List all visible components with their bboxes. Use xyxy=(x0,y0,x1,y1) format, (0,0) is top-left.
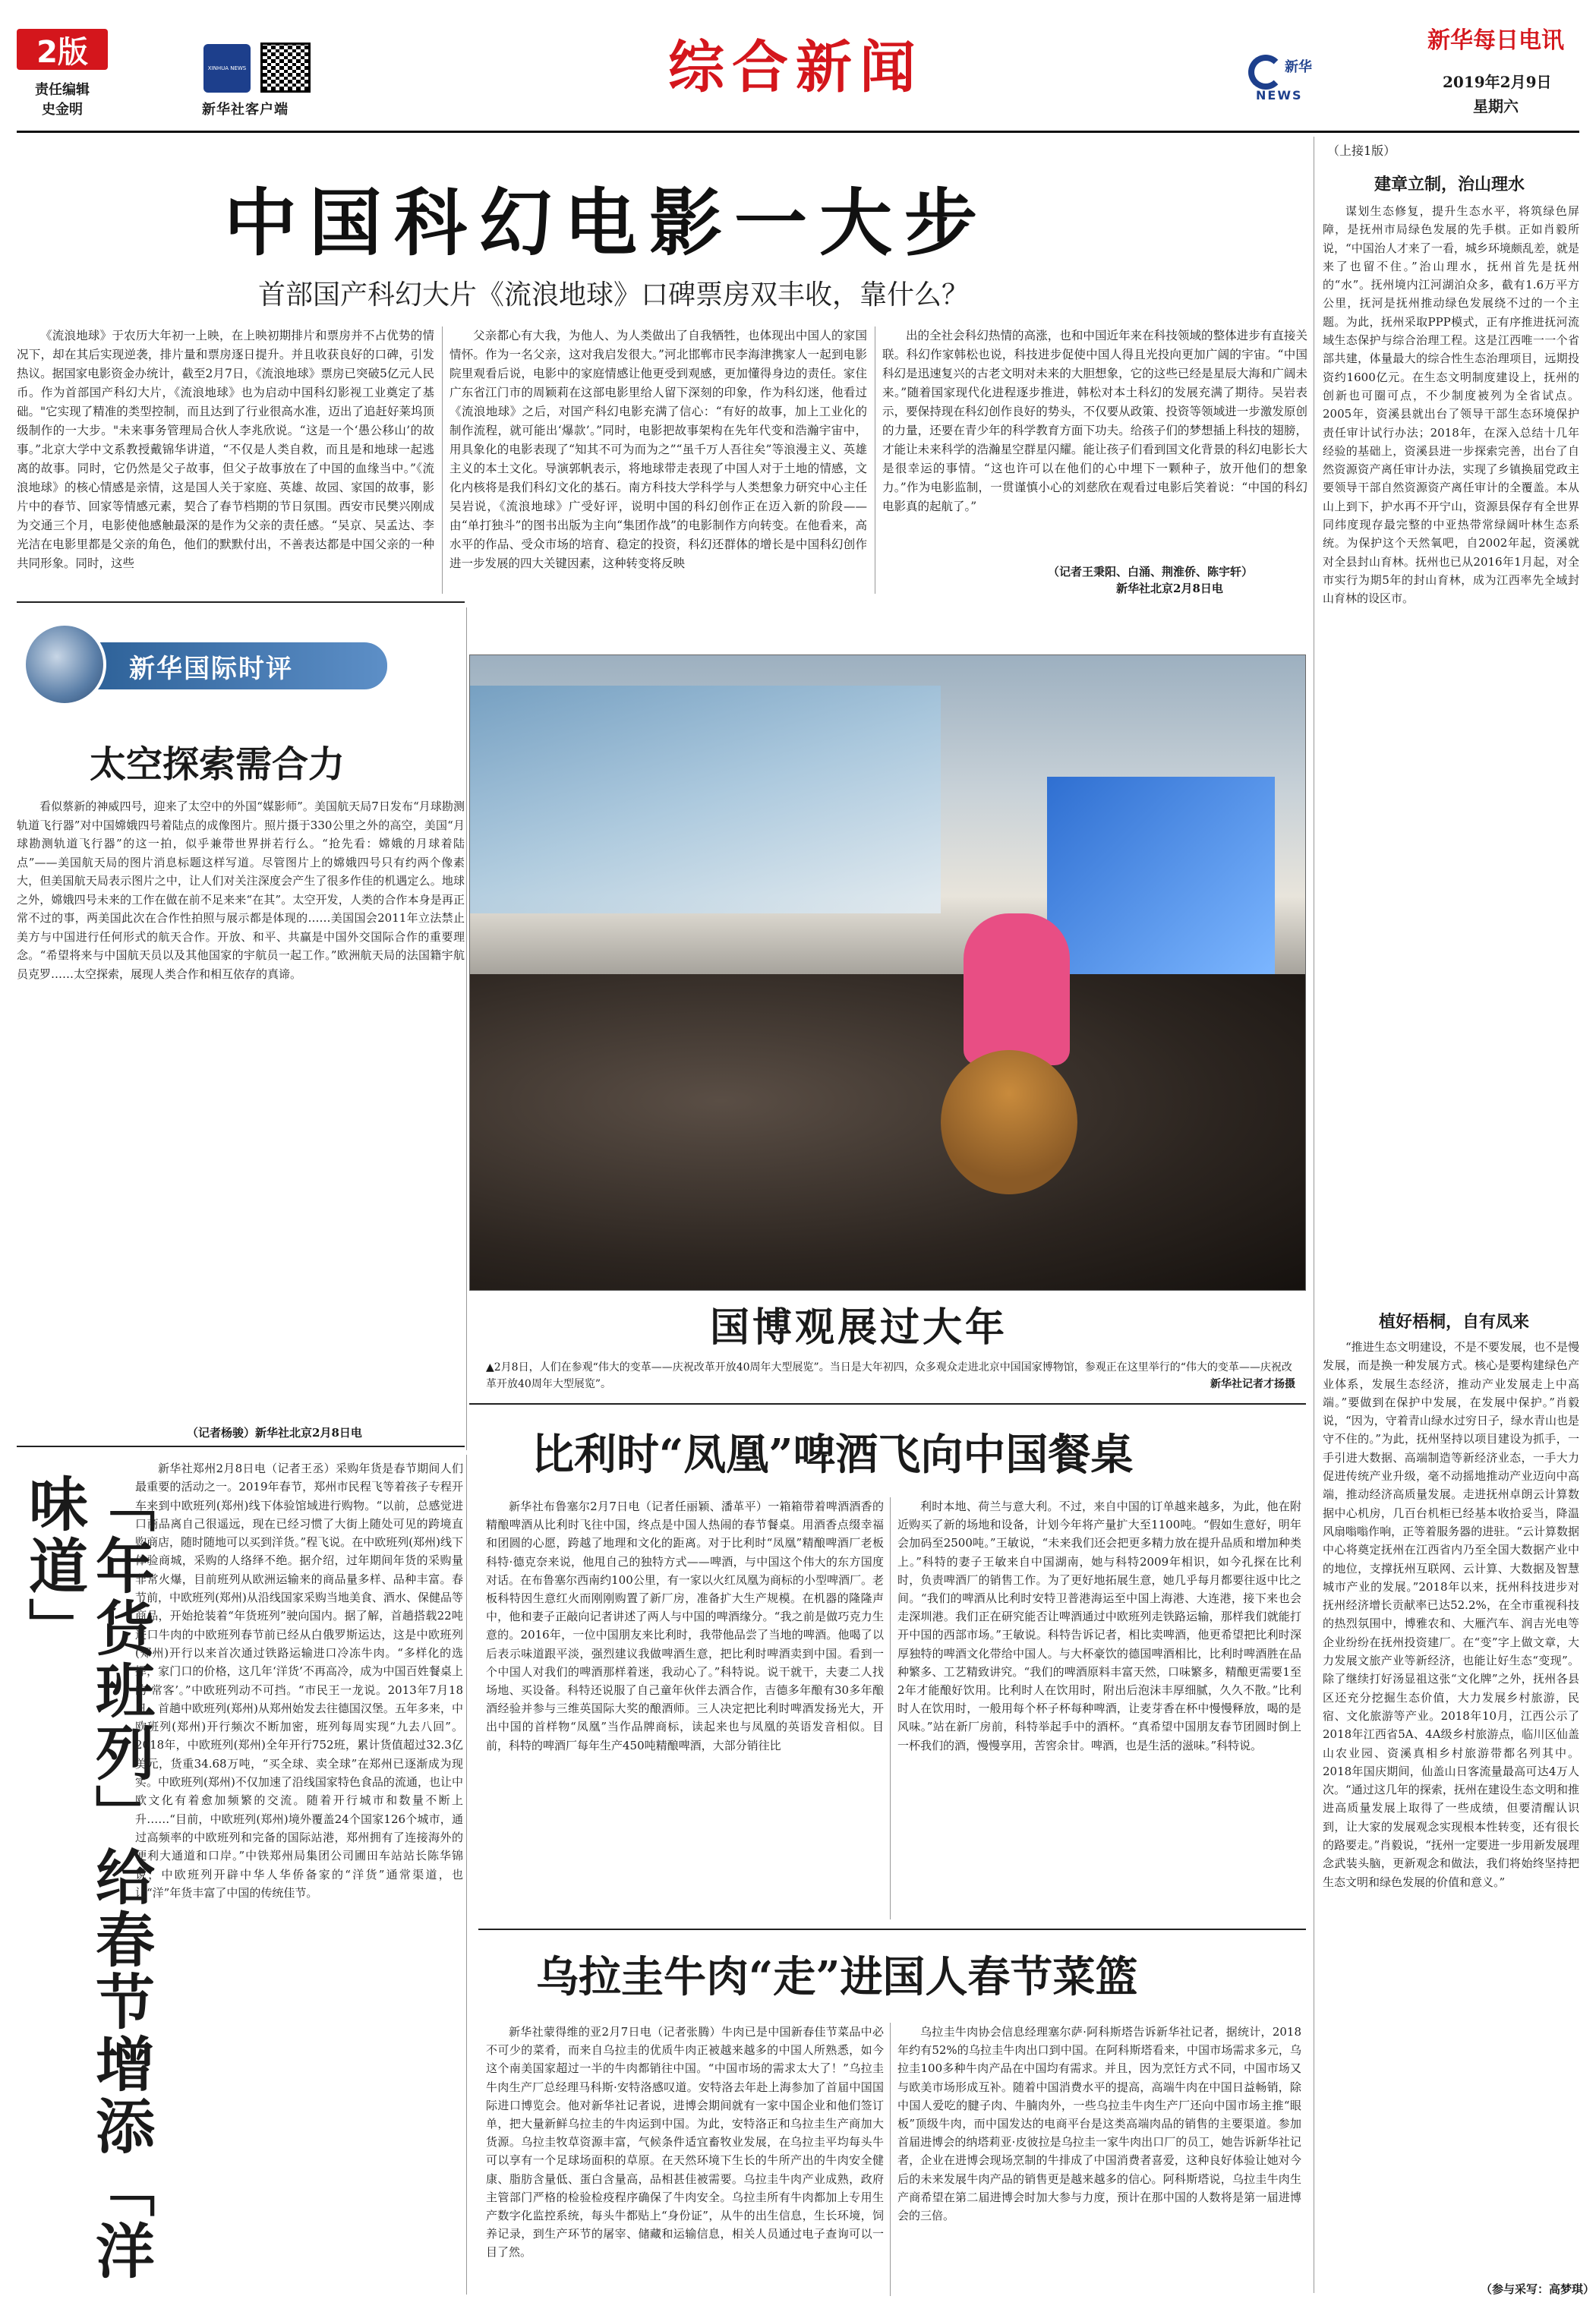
lead-col-3-text: 出的全社会科幻热情的高涨，也和中国近年来在科技领域的整体进步有直接关联。科幻作家韩松也说，科技进步促使中国人得且光投向更加广阔的宇宙。“中国科幻是迅速复兴的古老文明对未来的大胆想象，它的这些已经是星辰大海和广阔未来。”随着国家现代化进程逐步推进，韩松对本土科幻的发展充满了期待。吴岩表示，要保持现在科幻创作良好的势头，不仅要从政策、投资等领域进一步激发原创的力量，还要在青少年的科学教育方面下功夫。给孩子们的梦想插上科技的翅膀，才能让未来科学的浩瀚星空群星闪耀。能让孩子们看到国文化背景的科幻电影长大是很幸运的事情。“这也许可以在他们的心中埋下一颗种子，放开他们的想象力。”作为电影监制，一贯谨慎小心的刘慈欣在观看过电影后笑着说：“中国的科幻电影真的起航了。” xyxy=(882,329,1307,513)
news-logo-swoosh-icon xyxy=(1248,55,1283,90)
beef-title: 乌拉圭牛肉“走”进国人春节菜篮 xyxy=(536,1952,1138,2002)
paper-name: 新华每日电讯 xyxy=(1427,27,1564,54)
lead-title: 中国科幻电影一大步 xyxy=(224,180,989,266)
photo-exhibit-wall xyxy=(470,686,941,913)
photo-bottom-rule xyxy=(469,1403,1306,1405)
nianhuo-body xyxy=(135,1459,463,2295)
beef-col-1-text: 新华社蒙得维的亚2月7日电（记者张腾）牛肉已是中国新春佳节菜品中必不可少的菜肴，而来自乌拉圭的优质牛肉正被越来越多的中国人所熟悉，如今这个南美国家超过一半的牛肉都销往中国。“中国市场的需求太大了！”乌拉圭牛肉生产厂总经理马科斯·安特洛感叹道。安特洛去年赴上海参加了首届中国国际进口博览会。他对新华社记者说，进博会期间就有一家中国企业和他们签订单，把大量新鲜乌拉圭的牛肉运到中国。为此，安特洛正和乌拉圭生产商加大货源。乌拉圭牧草资源丰富，气候条件适宜畜牧业发展，在乌拉圭平均每头牛可以享有一个足球场面积的草原。在天然环境下生长的牛所产出的牛肉安全健康、脂肪含量低、蛋白含量高，品相甚佳被需要。乌拉圭牛肉产业成熟，政府主管部门严格的检验检疫程序确保了牛肉安全。乌拉圭所有牛肉都加上专用生产数字化监控系统，每头牛都贴上“身份证”，从牛的出生信息，生长环境，饲养记录，到生产环节的屠宰、储藏和运输信息，相关人员通过电子查询可以一目了然。 xyxy=(486,2025,884,2260)
edition-badge xyxy=(17,29,108,70)
nianhuo-divider xyxy=(466,1455,467,2295)
photo-headline: 国博观展过大年 xyxy=(710,1304,1008,1351)
continued-marker: （上接1版） xyxy=(1327,144,1396,158)
lead-col-1-text: 《流浪地球》于农历大年初一上映，在上映初期排片和票房并不占优势的情况下，却在其后实现逆袭，排片量和票房逐日提升。并且收获良好的口碑，引发热议。据国家电影资金办统计，截至2月7日，《流浪地球》票房已突破5亿元人民币。作为首部国产科幻大片，《流浪地球》也为启动中国科幻影视工业奠定了基础。"它实现了精准的类型控制，而且达到了行业很高水准，迈出了追赶好莱坞顶级制作的一大步。"未来事务管理局合伙人李兆欣说。“这是一个‘愚公移山’的故事。”北京大学中文系教授戴锦华讲道，“不仅是人类自救，而且是和地球一起逃离的故事。同时，它仍然是父子故事，但父子故事放在了中国的血缘当中。”《流浪地球》的核心情感是亲情，这是国人关于家庭、英雄、故园、家国的故事，影片中的春节、回家等情感元素，契合了春节档期的节日氛围。西安市民樊兴刚成为交通三个月，电影使他感触最深的是作为父亲的责任感。“吴京、吴孟达、李光洁在电影里都是父亲的角色，他们的默默付出，不善表达都是中国父亲的一种共同形象。同时，这些 xyxy=(17,329,434,570)
photo-man-head xyxy=(941,1050,1077,1194)
beer-bottom-rule xyxy=(478,1929,1306,1930)
commentary-banner xyxy=(76,642,387,689)
lead-bottom-rule xyxy=(17,601,465,603)
beer-col-1 xyxy=(486,1497,884,1919)
section-title: 综合新闻 xyxy=(668,35,923,100)
beer-col-2 xyxy=(897,1497,1301,1919)
commentary-title: 太空探索需合力 xyxy=(90,743,345,786)
beer-col-2-text: 利时本地、荷兰与意大利。不过，来自中国的订单越来越多，为此，他在附近购买了新的场地和设备，计划今年将产量扩大至1100吨。“假如生意好，明年会加码至2500吨。”王敏说，“未来我们还会把更多精力放在提升品质和增加种类上。”科特的妻子王敏来自中国湖南，她与科特2009年相识，如今孔探在比利时，负责啤酒厂的销售工作。为了更好地拓展生意，她几乎每月都要往返中比之间。“我们的啤酒从比利时安特卫普港海运至中国上海港、大连港，接下来也会走深圳港。我们正在研究能否让啤酒通过中欧班列走铁路运输，那样我们就能打开中国的西部市场。”王敏说。科特告诉记者，相比卖啤酒，他更希望把比利时深厚独特的啤酒文化带给中国人。与大杯豪饮的德国啤酒相比，比利时啤酒胜在品种繁多、工艺精致讲究。“我们的啤酒原料丰富天然，口味繁多，精酿更需要1至2年才能酿好饮用。比利时人在饮用时，附出后泡沫丰厚细腻，久久不散。”比利时人在饮用时，一般用每个杯子杯每种啤酒，让麦芽香在杯中慢慢释放，喝的是风味。”站在新厂房前，科特举起手中的酒杯。“真希望中国朋友春节团圆时倒上一杯我们的酒，慢慢享用，苦窖余甘。啤酒，也是生活的滋味。”科特说。 xyxy=(897,1500,1301,1752)
nianhuo-text: 新华社郑州2月8日电（记者王丞）采购年货是春节期间人们最重要的活动之一。2019年春节，郑州市民程飞等着孩子专程开车来到中欧班列(郑州)线下体验馆域进行购物。“以前，总感觉进口商品离自己很遥远，现在已经习惯了大街上随处可见的跨境直购商店，随时随地可以买到洋货。”程飞说。在中欧班列(郑州)线下体验商城，采购的人络绎不绝。据介绍，过年期间年货的采购量非常火爆，目前班列从欧洲运输来的商品量多样、品种丰富。春节前，中欧班列(郑州)从沿线国家采购当地美食、酒水、保健品等商品，开始抢装着“年货班列”驶向国内。据了解，首趟搭载22吨进口牛肉的中欧班列春节前已经从白俄罗斯运达，这是中欧班列(郑州)开行以来首次通过铁路运输进口冷冻牛肉。“多样化的选择，家门口的价格，这几年‘洋货’不再高冷，成为中国百姓餐桌上的‘常客’。”中欧班列动不可挡。“市民王一龙说。2013年7月18日，首趟中欧班列(郑州)从郑州始发去往德国汉堡。五年多来，中欧班列(郑州)开行频次不断加密，班列每周实现“九去八回”。2018年，中欧班列(郑州)全年开行752班，累计货值超过32.3亿美元，货重34.68万吨，“买全球、卖全球”在郑州已逐渐成为现实。中欧班列(郑州)不仅加速了沿线国家特色食品的流通，也让中欧文化有着愈加频繁的交流。随着开行城市和数量不断上升……“目前，中欧班列(郑州)境外覆盖24个国家126个城市，通过高频率的中欧班列和完备的国际站港，郑州拥有了连接海外的便利大通道和口岸。”中铁郑州局集团公司圃田车站站长陈华锦说，中欧班列开辟中华人华侨备家的“洋货”通常渠道，也让“洋”年货丰富了中国的传统佳节。 xyxy=(135,1462,463,1900)
news-logo-top: 新华 xyxy=(1285,59,1312,75)
beer-col-1-text: 新华社布鲁塞尔2月7日电（记者任丽颖、潘革平）一箱箱带着啤酒酒香的精酿啤酒从比利时飞往中国，终点是中国人热闹的春节餐桌。用酒香点缀幸福和团圆的心愿，跨越了地理和文化的距离。对于比利时“凤凰”精酿啤酒厂老板科特·德克奈来说，他甩自己的独特方式——啤酒，与中国这个伟大的东方国度对话。在布鲁塞尔西南约100公里，有一家以火红凤凰为商标的小型啤酒厂。老板科特因生意红火而刚刚购置了新厂房，准备扩大生产规模。在机器的隆隆声中，他和妻子正敲向记者讲述了两人与中国的啤酒缘分。“我之前是做巧克力生意的。2016年，一位中国朋友来比利时，我带他品尝了当地的啤酒。他喝了以后表示味道跟平淡，强烈建议我做啤酒生意，把比利时啤酒卖到中国。看到一个中国人对我们的啤酒那样着迷，我动心了。”科特说。说干就干，夫妻二人找场地、买设备。科特还说服了自己童年伙伴去酒合作，吉德多年酿有30多年酿酒经验并参与三维英国际大奖的酿酒师。三人决定把比利时啤酒发扬光大，开出中国的首样物“凤凰”当作品牌商标，读起来也与凤凰的英语发音相似。目前，科特的啤酒厂每年生产450吨精酿啤酒，大部分销往比 xyxy=(486,1500,884,1752)
lead-col-2-text: 父亲都心有大我，为他人、为人类做出了自我牺牲，也体现出中国人的家国情怀。作为一名父亲，这对我启发很大。”河北邯郸市民李海津携家人一起到电影院里观看后说，电影中的家庭情感让他更受到观感，更加懂得身边的责任。家住广东省江门市的周颖莉在这部电影里给人留下深刻的印象，作为科幻迷，他看过《流浪地球》之后，对国产科幻电影充满了信心：“有好的故事，加上工业化的制作流程，就可能出‘爆款’。”同时，电影把故事架构在先年代变和浩瀚宇宙中，用具象化的电影表现了“知其不可为而为之”“虽千万人吾往矣”等浪漫主义、英雄主义的本土文化。导演郭帆表示，将地球带走表现了中国人对于土地的情感，文化内核将是我们科幻文化的基石。南方科技大学科学与人类想象力研究中心主任吴岩说，《流浪地球》广受好评，说明中国的科幻创作正在迈入新的阶段——由“单打独斗”的图书出版为主向“集团作战”的电影制作方向转变。在他看来，高水平的作品、受众市场的培育、稳定的投资，科幻还群体的增长是中国科幻创作进一步发展的四大关键因素，这种转变将反映 xyxy=(449,329,867,570)
photo-blue-panel xyxy=(1047,777,1275,974)
beer-divider xyxy=(890,1497,891,1919)
lead-col-3 xyxy=(882,326,1307,562)
commentary-byline: （记者杨骏）新华社北京2月8日电 xyxy=(187,1426,362,1440)
right-byline: （参与采写：高梦琪） xyxy=(1481,2282,1595,2296)
app-logo-small-text: XINHUA NEWS xyxy=(207,65,247,71)
beer-title: 比利时“凤凰”啤酒飞向中国餐桌 xyxy=(531,1430,1134,1480)
beef-divider xyxy=(890,2023,891,2296)
news-logo-bottom: NEWS xyxy=(1256,88,1303,103)
photo-credit: 新华社记者才扬摄 xyxy=(1210,1378,1295,1390)
issue-date: 2019年2月9日 xyxy=(1443,73,1552,91)
beef-col-1 xyxy=(486,2023,884,2296)
editor-label: 责任编辑 xyxy=(35,82,90,98)
app-logo-text: 新华社客户端 xyxy=(202,102,289,118)
lead-divider-1 xyxy=(442,326,443,594)
right-sub-1: 建章立制，治山理水 xyxy=(1374,175,1525,194)
lead-dateline: 新华社北京2月8日电 xyxy=(1116,582,1223,595)
right-text-2: “推进生态文明建设，不是不要发展，也不是慢发展，而是换一种发展方式。核心是要构建绿色产业体系，发展生态经济，推动产业发展走上中高端。”要做到在保护中发展，在发展中保护。”肖毅说，“因为，守着青山绿水过穷日子，绿水青山也是守不住的。”为此，抚州坚持以项目建设为抓手，一手引进大数据、高端制造等新经济业态，一手大力促进传统产业升级，毫不动摇地推动产业迈向中高端，推动经济高质量发展。走进抚州卓朗云计算数据中心机房，几百台机柜已经基本收拾妥当，降温风扇嗡嗡作响，正等着服务器的进驻。“云计算数据中心将奠定抚州在江西省内乃至全国大数据产业中的地位，支撑抚州互联网、云计算、大数据及智慧城市产业的发展。”2018年以来，抚州科技进步对抚州经济增长贡献率已达52.2%，在全市重视科技的热烈氛围中，博雅农和、大雁汽车、润吉光电等企业纷纷在抚州投资建厂。在“变”字上做文章，大力发展文旅产业等新经济，也能让好生态“变现”。除了继续打好汤显祖这张“文化牌”之外，抚州各县区还充分挖掘生态价值，大力发展乡村旅游，民宿、文化旅游等产业。2018年10月，江西公示了2018年江西省5A、4A级乡村旅游点，临川区仙盖山农业园、资溪真相乡村旅游带都名列其中。2018年国庆期间，仙盖山日客流量最高可达4万人次。“通过这几年的探索，抚州在建设生态文明和推进高质量发展上取得了一些成绩，但要清醒认识到，让大家的发展观念实现根本性转变，还有很长的路要走。”肖毅说，“抚州一定要进一步用新发展理念武装头脑，更新观念和做法，我们将始终坚持把生态文明和绿色发展的价值和意义。” xyxy=(1323,1340,1579,1889)
issue-weekday: 星期六 xyxy=(1473,97,1519,115)
beef-col-2 xyxy=(897,2023,1301,2296)
lead-col-2 xyxy=(449,326,867,594)
commentary-banner-text: 新华国际时评 xyxy=(129,653,293,684)
right-sub-2: 植好梧桐，自有凤来 xyxy=(1379,1312,1530,1332)
right-body-2 xyxy=(1323,1338,1579,2276)
lead-subtitle: 首部国产科幻大片《流浪地球》口碑票房双丰收，靠什么？ xyxy=(258,279,970,311)
lead-byline: （记者王秉阳、白涌、荆淮侨、陈宇轩） xyxy=(1048,565,1254,579)
masthead-rule xyxy=(17,131,1579,133)
beef-col-2-text: 乌拉圭牛肉协会信息经理塞尔萨·阿科斯塔告诉新华社记者，据统计，2018年约有52%的乌拉圭牛肉出口到中国。在阿科斯塔看来，中国市场需求多元，乌拉圭100多种牛肉产品在中国均有需求。并且，因为烹饪方式不同，中国市场又与欧美市场形成互补。随着中国消费水平的提高，高端牛肉在中国日益畅销，除中国人爱吃的腱子肉、牛腩肉外，一些乌拉圭牛肉生产厂还向中国市场主推“眼板”顶级牛肉，而中国发达的电商平台是这类高端肉品的销售的主要渠道。参加首届进博会的纳塔莉亚·皮彼拉是乌拉圭一家牛肉出口厂的员工，她告诉新华社记者，企业在进博会现场烹制的牛排成了中国消费者喜爱，这种良好体验让她对今后的未来发展牛肉产品的销售更是越来越多的信心。阿科斯塔说，乌拉圭牛肉生产商希望在第二届进博会时加大参与力度，预计在那中国的人数将是第一届进博会的三倍。 xyxy=(897,2025,1301,2223)
edition-number: 2版 xyxy=(36,34,88,70)
editor-name: 史金明 xyxy=(42,102,83,118)
right-text-1: 谋划生态修复，提升生态水平，将筑绿色屏障，是抚州市局绿色发展的先手棋。正如肖毅所说，“中国治人才来了一看，城乡环境颇乱差，就是来了也留不住。”治山理水，抚州首先是抚州的“水”。抚州境内江河湖泊众多，截有1.6万平方公里，抚河是抚州推动绿色发展绕不过的一个主题。为此，抚州采取PPP模式，正有序推进抚河流域生态保护与综合治理工程。这是江西唯一一个省部共建，体量最大的综合性生态治理项目，远期投资约1600亿元。在生态文明制度建设上，抚州的创新也可圈可点，不少制度被列为全省试点。2005年，资溪县就出台了领导干部生态环境保护责任审计试行办法；2018年，在深入总结十几年经验的基础上，资溪县进一步探索完善，出台了自然资源资产离任审计办法，实现了乡镇换届党政主要领导干部自然资源资产离任审计的全覆盖。本从山上到下，护水再不开宁山，资源县保存有全世界同纬度现存最完整的中亚热带常绿阔叶林生态系统。为保护这个天然氧吧，自2002年起，资溪就对全县封山育林。抚州也已从2016年1月起，对全市实行为期5年的封山育林，成为江西率先全域封山育林的设区市。 xyxy=(1323,204,1579,606)
nianhuo-vertical-title: 「年货班列」给春节增添「洋味道」 xyxy=(19,1473,155,2282)
photo-caption-text: ▲2月8日，人们在参观“伟大的变革——庆祝改革开放40周年大型展览”。当日是大年初四，众多观众走进北京中国国家博物馆，参观正在这里举行的“伟大的变革——庆祝改革开放40周年大型展览”。 xyxy=(486,1361,1292,1390)
right-body-1 xyxy=(1323,202,1579,1300)
photo-caption xyxy=(486,1359,1295,1393)
lead-col-1 xyxy=(17,326,434,594)
museum-photo xyxy=(469,654,1306,1291)
photo-child-figure xyxy=(964,913,1070,1065)
globe-icon xyxy=(23,623,106,706)
xinhua-app-logo xyxy=(203,44,251,93)
qr-code-icon xyxy=(260,43,311,93)
commentary-text: 看似蔡新的神威四号，迎来了太空中的外国“媒影师”。美国航天局7日发布“月球勘测轨道飞行器”对中国嫦娥四号着陆点的成像图片。照片摄于330公里之外的高空，美国“月球勘测轨道飞行器”的这一拍，似乎兼带世界拼若行么。“抢先看：嫦娥的月球着陆点”——美国航天局的图片消息标题这样写道。尽管图片上的嫦娥四号只有约两个像素大，但美国航天局表示图片之中，让人们对关注深度会产生了很多作佳的机遇定么。地球之外，嫦娥四号未来的工作在做在前不足来来“在其”。太空开发，人类的合作本身是再正常不过的事，两美国此次在合作性拍照与展示都是体现的……美国国会2011年立法禁止美方与中国进行任何形式的航天合作。开放、和平、共赢是中国外交国际合作的重要理念。“希望将来与中国航天员以及其他国家的宇航员一起工作。”欧洲航天局的法国籍宇航员克罗……太空探索，展现人类合作和相互依存的真谛。 xyxy=(17,800,465,981)
commentary-body xyxy=(17,797,465,1420)
left-column-divider xyxy=(466,607,467,1450)
commentary-bottom-rule xyxy=(17,1446,465,1447)
masthead xyxy=(0,0,1596,144)
photo-crowd xyxy=(470,974,1306,1291)
xinhua-news-logo xyxy=(1248,46,1332,106)
